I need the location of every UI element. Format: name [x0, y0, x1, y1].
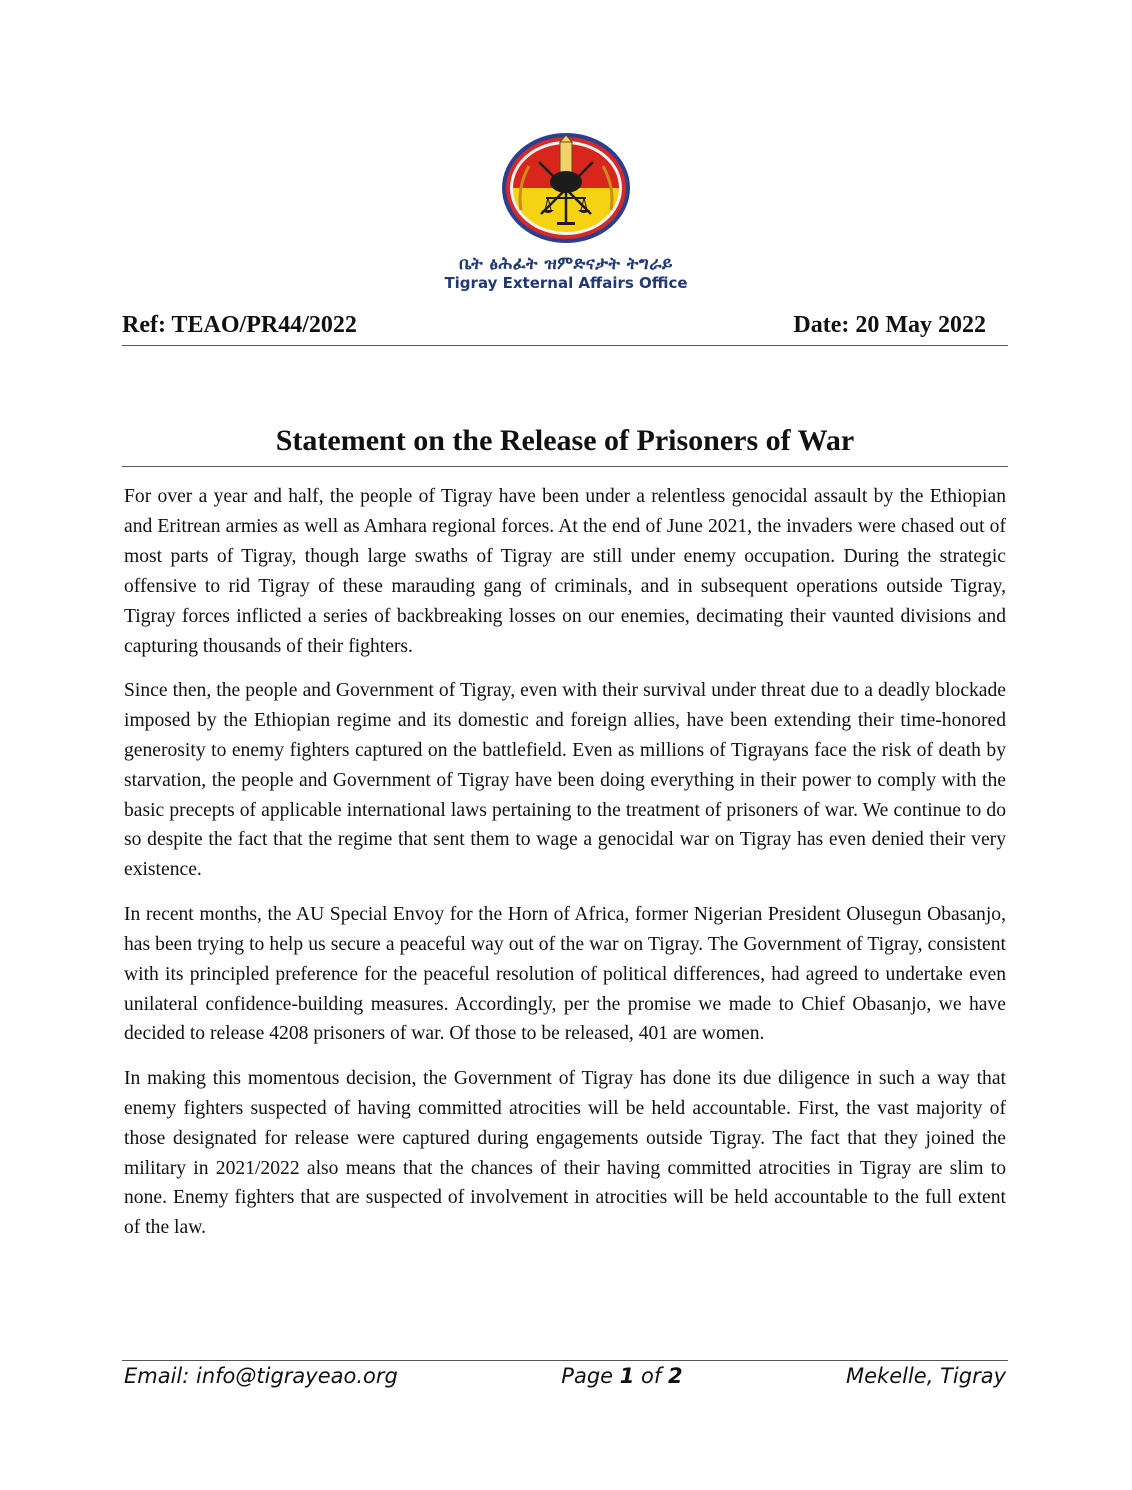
reference-line — [122, 312, 1008, 339]
org-name-amharic: ቤት ፅሕፈት ዝምድናታት ትግራይ — [459, 254, 673, 274]
page-prefix: Page — [561, 1364, 620, 1388]
paragraph: In making this momentous decision, the Government of Tigray has done its due diligence in such a way that enemy fighters suspected of having committed atrocities will be held accountable. First, the vast majority of those designated for release were captured during engagements outside Tigray. The fact that they joined the military in 2021/2022 also means that the chances of their having committed atrocities in Tigray are slim to none. Enemy fighters that are suspected of involvement in atrocities will be held accountable to the full extent of the law. — [124, 1067, 1006, 1239]
page-current: 1 — [619, 1364, 635, 1388]
footer-email: Email: info@tigrayeao.org — [124, 1364, 398, 1388]
letterhead — [0, 130, 1132, 292]
title-divider — [122, 466, 1008, 467]
page-total: 2 — [667, 1364, 683, 1388]
reference-number: Ref: TEAO/PR44/2022 — [122, 312, 357, 338]
document-date: Date: 20 May 2022 — [793, 312, 986, 338]
footer-page-number — [561, 1364, 682, 1388]
paragraph: In recent months, the AU Special Envoy for the Horn of Africa, former Nigerian President Olusegun Obasanjo, has been trying to help us secure a peaceful way out of the war on Tigray. The Government of Tigray, consistent with its principled preference for the peaceful resolution of political differences, had agreed to undertake even unilateral confidence-building measures. Accordingly, per the promise we made to Chief Obasanjo, we have decided to release 4208 prisoners of war. Of those to be released, 401 are women. — [124, 903, 1006, 1045]
footer-location: Mekelle, Tigray — [846, 1364, 1006, 1388]
page-footer — [124, 1364, 1006, 1388]
document-body — [124, 482, 1006, 1258]
paragraph: Since then, the people and Government of Tigray, even with their survival under threat due to a deadly blockade imposed by the Ethiopian regime and its domestic and foreign allies, have been extending their time-honored generosity to enemy fighters captured on the battlefield. Even as millions of Tigrayans face the risk of death by starvation, the people and Government of Tigray have been doing everything in their power to comply with the basic precepts of applicable international laws pertaining to the treatment of prisoners of war. We continue to do so despite the fact that the regime that sent them to wage a genocidal war on Tigray has even denied their very existence. — [124, 679, 1006, 881]
org-name-english: Tigray External Affairs Office — [444, 274, 688, 292]
tigray-emblem-icon — [499, 130, 633, 246]
page-middle: of — [634, 1364, 668, 1388]
document-title: Statement on the Release of Prisoners of War — [275, 424, 855, 457]
header-divider — [122, 345, 1008, 346]
footer-divider — [122, 1360, 1008, 1361]
paragraph: For over a year and half, the people of Tigray have been under a relentless genocidal assault by the Ethiopian and Eritrean armies as well as Amhara regional forces. At the end of June 2021, the invaders were chased out of most parts of Tigray, though large swaths of Tigray are still under enemy occupation. During the strategic offensive to rid Tigray of these marauding gang of criminals, and in subsequent operations outside Tigray, Tigray forces inflicted a series of backbreaking losses on our enemies, decimating their vaunted divisions and capturing thousands of their fighters. — [124, 486, 1006, 657]
